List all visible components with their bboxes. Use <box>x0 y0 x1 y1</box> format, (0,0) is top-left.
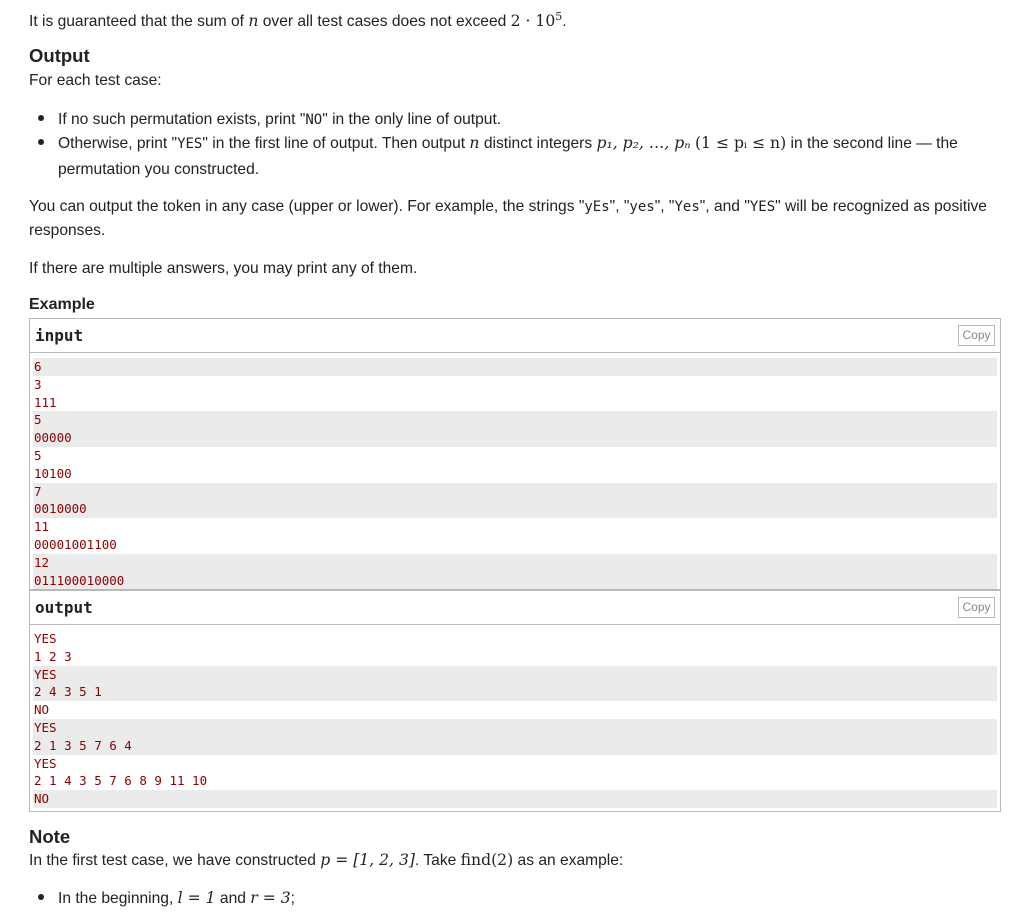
code-token: YES <box>749 199 776 215</box>
input-line: 11 <box>34 519 50 535</box>
output-label: output <box>35 598 93 617</box>
code-token: yEs <box>584 199 610 215</box>
input-line: 111 <box>34 394 57 410</box>
input-line: 3 <box>34 376 42 392</box>
note-bullet <box>38 886 998 911</box>
note-r-expr: r = 3 <box>250 889 291 907</box>
example-title: Example <box>29 296 95 313</box>
bullet-text: ; <box>290 890 295 907</box>
output-line: YES <box>34 755 57 771</box>
note-text <box>29 849 623 872</box>
bullet-dot <box>38 115 44 121</box>
sample-input-box <box>29 318 1001 590</box>
bullet-dot <box>38 894 44 900</box>
note-title: Note <box>29 826 71 847</box>
bullet-text: " in the first line of output. Then output <box>202 135 466 152</box>
bullet-text: and <box>219 890 246 907</box>
input-line: 00001001100 <box>34 536 117 552</box>
bullet-dot <box>38 139 44 145</box>
input-label: input <box>35 326 84 345</box>
note-text-part: as an example: <box>517 852 624 869</box>
para-text: ", " <box>609 198 630 215</box>
var-n: n <box>469 134 480 152</box>
output-line: 2 1 4 3 5 7 6 8 9 11 10 <box>34 773 208 789</box>
note-l-expr: l = 1 <box>177 889 216 907</box>
output-line: 1 2 3 <box>34 648 72 664</box>
input-line: 5 <box>33 411 997 429</box>
copy-output-button[interactable]: Copy <box>958 597 995 618</box>
output-bullet-yes <box>38 131 998 182</box>
output-line: NO <box>34 702 50 718</box>
note-function: find(2) <box>460 851 514 869</box>
var-n: n <box>248 12 259 31</box>
bullet-text: " in the only line of output. <box>322 111 502 128</box>
bullet-text: If no such permutation exists, print " <box>58 111 306 128</box>
para-text: You can output the token in any case (upper or lower). For example, the strings " <box>29 198 585 215</box>
permutation-expr: p₁, p₂, …, pₙ <box>596 134 691 152</box>
copy-input-button[interactable]: Copy <box>958 325 995 346</box>
bullet-text: in the second line — the permutation you constructed. <box>58 135 958 178</box>
para-text: ", " <box>654 198 675 215</box>
sample-output-box <box>29 590 1001 812</box>
constraint-text: It is guaranteed that the sum of <box>29 13 244 31</box>
note-text-part: In the first test case, we have constructed <box>29 852 316 869</box>
limit-base: 2 · 10 <box>510 12 556 31</box>
output-line: YES <box>34 631 57 646</box>
sample-output-header <box>30 591 1000 625</box>
input-line: 10100 <box>34 465 72 481</box>
output-bullet-no <box>38 107 998 133</box>
code-token-no: NO <box>305 112 323 128</box>
code-token-yes: YES <box>177 136 203 152</box>
sample-output-lines <box>30 625 1000 808</box>
input-line: 00000 <box>33 429 997 447</box>
note-text-part: . Take <box>414 852 457 869</box>
input-line: 6 <box>33 358 997 376</box>
output-line: 2 1 3 5 7 6 4 <box>33 737 997 755</box>
output-section-title: Output <box>29 45 90 66</box>
limit-exponent: 5 <box>555 10 563 23</box>
bullet-text: Otherwise, print " <box>58 135 178 152</box>
case-insensitivity-paragraph <box>29 195 989 242</box>
input-line: 011100010000 <box>33 572 997 590</box>
input-line: 5 <box>34 447 42 463</box>
para-text: " will be recognized as positive responses. <box>29 198 987 239</box>
sample-input-lines <box>30 353 1000 589</box>
code-token: Yes <box>674 199 700 215</box>
para-text: ", and " <box>699 198 750 215</box>
range-expr: (1 ≤ pᵢ ≤ n) <box>694 134 787 152</box>
multiple-answers-paragraph: If there are multiple answers, you may print any of them. <box>29 260 418 277</box>
bullet-text: In the beginning, <box>58 890 174 907</box>
code-token: yes <box>629 199 655 215</box>
constraint-text-2: over all test cases does not exceed <box>262 13 507 31</box>
output-line: YES <box>33 719 997 737</box>
output-line: 2 4 3 5 1 <box>33 683 997 701</box>
bullet-text: distinct integers <box>483 135 593 152</box>
output-line: YES <box>33 666 997 684</box>
input-line: 7 <box>33 483 997 501</box>
sample-input-header <box>30 319 1000 353</box>
constraint-limit <box>511 12 563 30</box>
constraint-suffix: . <box>562 13 567 31</box>
input-line: 12 <box>33 554 997 572</box>
note-permutation: p = [1, 2, 3] <box>320 851 415 869</box>
output-line: NO <box>33 790 997 808</box>
output-intro: For each test case: <box>29 72 162 89</box>
input-line: 0010000 <box>33 500 997 518</box>
constraint-line <box>29 5 567 33</box>
